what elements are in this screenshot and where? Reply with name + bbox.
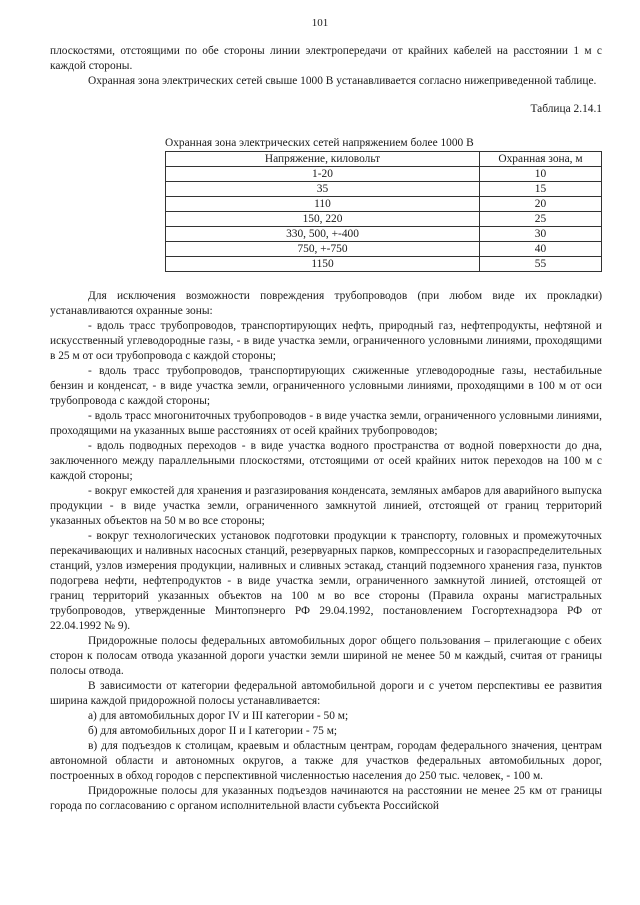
table-header-row <box>166 152 602 167</box>
header-zone: Охранная зона, м <box>480 152 602 167</box>
page-number: 101 <box>311 17 329 29</box>
list-item: в) для подъездов к столицам, краевым и областным центрам, городам федерального значения, центрам автономной области и автономных округов, а также для участков федеральных автомобильных дорог, построенных в обход городов с перспективной численностью населения до 250 тыс. человек, - 100 м. <box>50 740 602 782</box>
zone-cell: 15 <box>480 182 602 197</box>
table-row <box>166 242 602 257</box>
voltage-cell: 1-20 <box>166 167 480 182</box>
voltage-cell: 35 <box>166 182 480 197</box>
list-item: - вдоль трасс многониточных трубопроводов - в виде участка земли, ограниченного условными линиями, проходящими на указанных выше расстояниях от осей крайних трубопроводов; <box>50 410 602 437</box>
table-title: Охранная зона электрических сетей напряжением более 1000 В <box>165 137 474 149</box>
intro-paragraph: Охранная зона электрических сетей свыше 1000 В устанавливается согласно нижеприведенной таблице. <box>88 75 597 87</box>
voltage-cell: 150, 220 <box>166 212 480 227</box>
table-row <box>166 227 602 242</box>
intro-block <box>50 44 602 89</box>
protection-zone-table <box>165 151 602 272</box>
voltage-cell: 1150 <box>166 257 480 272</box>
list-item: а) для автомобильных дорог IV и III категории - 50 м; <box>88 710 349 722</box>
table-row <box>166 182 602 197</box>
zone-cell: 55 <box>480 257 602 272</box>
list-item: - вдоль трасс трубопроводов, транспортирующих нефть, природный газ, нефтепродукты, нефтяной и искусственный углеводородные газы, - в виде участка земли, ограниченного условными линиями, проходящими в 25 м от оси трубопровода с каждой стороны; <box>50 320 602 362</box>
list-item: - вокруг технологических установок подготовки продукции к транспорту, головных и промежуточных перекачивающих и наливных насосных станций, резервуарных парков, компрессорных и газораспределительных станций, узлов измерения продукции, наливных и сливных эстакад, станций подземного хранения газа, пунктов подогрева нефти, нефтепродуктов - в виде участка земли, ограниченного замкнутой линией, отстоящей от границ территорий указанных объектов на 100 м во все стороны (Правила охраны магистральных трубопроводов, утвержденные Минтопэнерго РФ 29.04.1992, постановлением Госгортехнадзора РФ от 22.04.1992 № 9). <box>50 530 602 632</box>
header-voltage: Напряжение, киловольт <box>166 152 480 167</box>
zone-cell: 25 <box>480 212 602 227</box>
list-item: - вокруг емкостей для хранения и разгазирования конденсата, земляных амбаров для аварийного выпуска продукции - в виде участка земли, ограниченного замкнутой линией, отстоящей от границ территорий указанных объектов на 50 м во все стороны; <box>50 485 602 527</box>
pipeline-intro-paragraph: Для исключения возможности повреждения трубопроводов (при любом виде их прокладки) устанавливаются охранные зоны: <box>50 290 602 317</box>
road-category-paragraph: В зависимости от категории федеральной автомобильной дороги и с учетом перспективы ее развития ширина каждой придорожной полосы устанавливается: <box>50 680 602 707</box>
roadside-strip-paragraph: Придорожные полосы федеральных автомобильных дорог общего пользования – прилегающие с обеих сторон к полосам отвода указанной дороги участки земли шириной не менее 50 м каждый, считая от границы полосы отвода. <box>50 635 602 677</box>
list-item: б) для автомобильных дорог II и I категории - 75 м; <box>88 725 338 737</box>
final-paragraph: Придорожные полосы для указанных подъездов начинаются на расстоянии не менее 25 км от границы города по согласованию с органом исполнительной власти субъекта Российской <box>50 785 602 812</box>
zone-cell: 20 <box>480 197 602 212</box>
table-row <box>166 167 602 182</box>
zone-cell: 40 <box>480 242 602 257</box>
zone-cell: 30 <box>480 227 602 242</box>
list-item: - вдоль трасс трубопроводов, транспортирующих сжиженные углеводородные газы, нестабильные бензин и конденсат, - в виде участка земли, ограниченного условными линиями, проходящими в 100 м от оси трубопровода с каждой стороны; <box>50 365 602 407</box>
zone-cell: 10 <box>480 167 602 182</box>
list-item: - вдоль подводных переходов - в виде участка водного пространства от водной поверхности до дна, заключенного между параллельными плоскостями, отстоящими от осей крайних ниток переходов на 100 м с каждой стороны; <box>50 440 602 482</box>
table-row <box>166 212 602 227</box>
table-row <box>166 257 602 272</box>
body-text <box>50 289 602 814</box>
voltage-cell: 330, 500, +-400 <box>166 227 480 242</box>
table-row <box>166 197 602 212</box>
intro-continuation: плоскостями, отстоящими по обе стороны линии электропередачи от крайних кабелей на расстоянии 1 м с каждой стороны. <box>50 45 602 72</box>
table-caption: Таблица 2.14.1 <box>530 103 602 115</box>
voltage-cell: 750, +-750 <box>166 242 480 257</box>
voltage-cell: 110 <box>166 197 480 212</box>
